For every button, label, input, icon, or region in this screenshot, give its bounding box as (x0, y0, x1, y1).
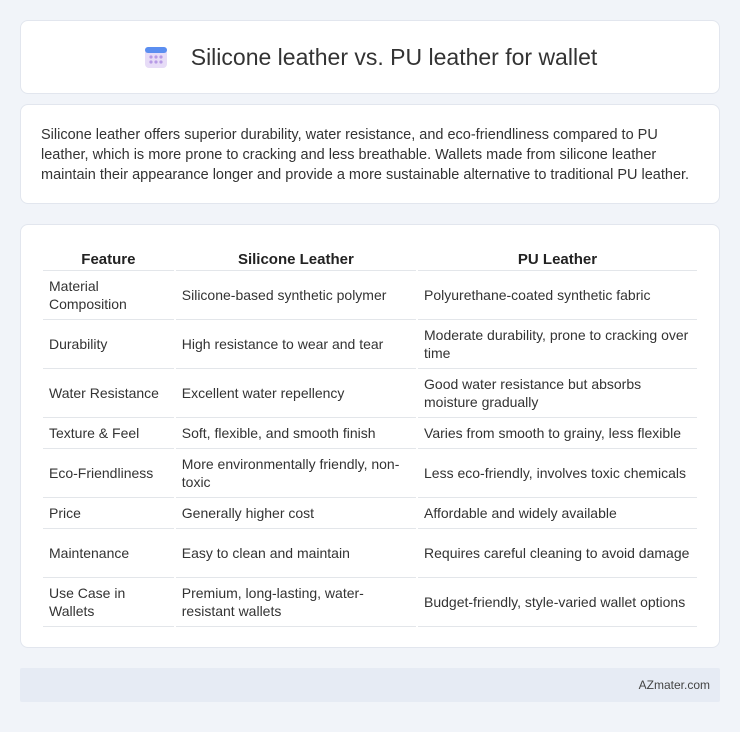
pu-cell: Budget-friendly, style-varied wallet options (418, 578, 697, 627)
silicone-cell: Premium, long-lasting, water-resistant wallets (176, 578, 416, 627)
footer-site-name: AZmater.com (638, 678, 710, 692)
silicone-cell: Easy to clean and maintain (176, 529, 416, 578)
summary-text: Silicone leather offers superior durability, water resistance, and eco-friendliness compared to PU leather, which is more prone to cracking and less breathable. Wallets made from silicone leather maintain their appearance longer and provide a more sustainable alternative to traditional PU leather. (41, 127, 690, 183)
comparison-card (20, 224, 720, 648)
column-header: Feature (43, 245, 174, 271)
feature-cell: Eco-Friendliness (43, 449, 174, 498)
feature-cell: Use Case in Wallets (43, 578, 174, 627)
table-row (43, 498, 697, 529)
feature-cell: Maintenance (43, 529, 174, 578)
column-header: Silicone Leather (176, 245, 416, 271)
title-card (20, 20, 720, 94)
pu-cell: Polyurethane-coated synthetic fabric (418, 271, 697, 320)
feature-cell: Texture & Feel (43, 418, 174, 449)
pu-cell: Varies from smooth to grainy, less flexible (418, 418, 697, 449)
table-row (43, 369, 697, 418)
feature-cell: Water Resistance (43, 369, 174, 418)
pu-cell: Moderate durability, prone to cracking over time (418, 320, 697, 369)
silicone-cell: Soft, flexible, and smooth finish (176, 418, 416, 449)
table-header-row (43, 245, 697, 271)
footer (20, 668, 720, 702)
pu-cell: Less eco-friendly, involves toxic chemicals (418, 449, 697, 498)
feature-cell: Durability (43, 320, 174, 369)
page-title: Silicone leather vs. PU leather for wallet (190, 43, 598, 70)
comparison-table (41, 245, 699, 627)
pu-cell: Requires careful cleaning to avoid damage (418, 529, 697, 578)
column-header: PU Leather (418, 245, 697, 271)
table-row (43, 529, 697, 578)
silicone-cell: More environmentally friendly, non-toxic (176, 449, 416, 498)
table-row (43, 271, 697, 320)
summary-card (20, 104, 720, 204)
table-row (43, 578, 697, 627)
table-row (43, 320, 697, 369)
table-row (43, 418, 697, 449)
feature-cell: Price (43, 498, 174, 529)
calendar-icon (143, 44, 169, 70)
feature-cell: Material Composition (43, 271, 174, 320)
silicone-cell: Excellent water repellency (176, 369, 416, 418)
pu-cell: Affordable and widely available (418, 498, 697, 529)
silicone-cell: High resistance to wear and tear (176, 320, 416, 369)
pu-cell: Good water resistance but absorbs moisture gradually (418, 369, 697, 418)
silicone-cell: Generally higher cost (176, 498, 416, 529)
silicone-cell: Silicone-based synthetic polymer (176, 271, 416, 320)
table-row (43, 449, 697, 498)
